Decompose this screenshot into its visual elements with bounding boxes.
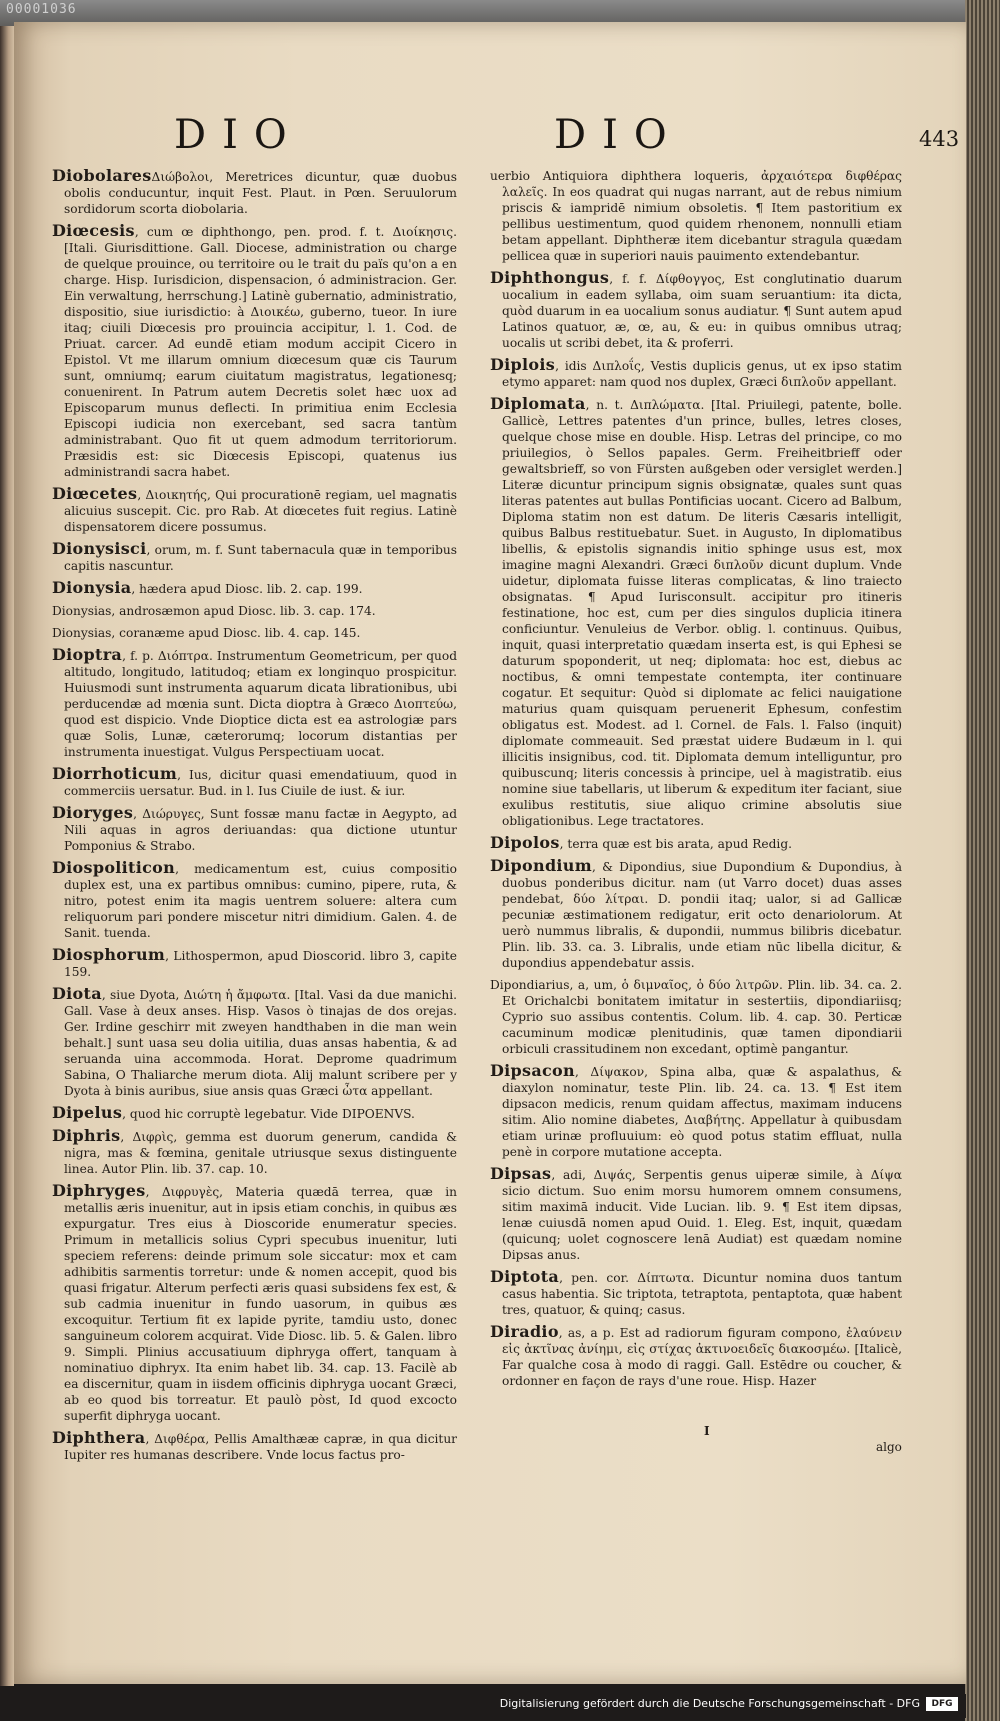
dictionary-entry	[52, 223, 457, 480]
right-column	[490, 168, 902, 1395]
book-page	[14, 22, 966, 1684]
dictionary-entry	[490, 1063, 902, 1160]
entry-body: Dipondiarius, a, um, ὁ διμναῖος, ὁ δύο λιτρῶν. Plin. lib. 34. ca. 2. Et Orichalcbi bonitatem imitatur in sestertiis, dipondiariisq; Cyprio suo assibus contentis. Colum. lib. 4. cap. 30. Perticæ cacuminum modicæ plenitudinis, quæ tamen dipondiarii orbiculi crassitudinem non excedant, optimè pangantur.	[490, 978, 902, 1056]
entry-body: , terra quæ est bis arata, apud Redig.	[559, 837, 792, 851]
entry-body: Dionysias, coranæme apud Diosc. lib. 4. cap. 145.	[52, 626, 361, 640]
entry-headword: Diphryges	[52, 1181, 146, 1200]
page-stack-edge	[965, 0, 1000, 1721]
entry-headword: Dioryges	[52, 803, 134, 822]
dictionary-entry	[490, 396, 902, 829]
entry-body: , pen. cor. Δίπτωτα. Dicuntur nomina duos tantum casus habentia. Sic triptota, tetraptota, pentaptota, quæ habent tres, quatuor, & quinq; casus.	[502, 1271, 902, 1317]
entry-body: , Ius, dicitur quasi emendatiuum, quod in commerciis uersatur. Bud. in l. Ius Ciuile de iust. & iur.	[64, 768, 457, 798]
entry-body: Dionysias, androsæmon apud Diosc. lib. 3. cap. 174.	[52, 604, 376, 618]
dictionary-entry	[52, 1430, 457, 1463]
entry-headword: Diptota	[490, 1267, 560, 1286]
dictionary-entry	[52, 805, 457, 854]
dictionary-entry	[490, 1269, 902, 1318]
dictionary-entry	[52, 580, 457, 597]
dictionary-entry	[52, 1183, 457, 1424]
entry-body: , Δίψακον, Spina alba, quæ & aspalathus, & diaxylon nominatur, teste Plin. lib. 24. ca. 13. ¶ Est item dipsacon medicis, renum quidam affectus, maximam inducens sitim. Alio nomine diabetes, Διαβήτης. Appellatur à quibusdam etiam urinæ profluuium: eò quod potus statim effluat, nulla penè in corpore mutatione accepta.	[502, 1065, 902, 1159]
dictionary-entry	[490, 357, 902, 390]
book-gutter	[0, 26, 14, 1686]
entry-body: Διώβολοι, Meretrices dicuntur, quæ duobus obolis conducuntur, inquit Fest. Plaut. in Pœn. Seruulorum sordidorum scorta diobolaria.	[64, 170, 457, 216]
entry-headword: Diradio	[490, 1322, 559, 1341]
entry-headword: Dioptra	[52, 645, 123, 664]
entry-body: , & Dipondius, siue Dupondium & Dupondius, à duobus ponderibus dicitur. nam (ut Varro docet) duas asses pendebat, δύο λίτραι. D. pondii itaq; ualor, si ad Gallicæ pecuniæ æstimationem redigatur, erit octo denariolorum. At uerò nummus libralis, & dupondii, nummus bilibris dicebatur. Plin. lib. 33. ca. 3. Libralis, unde etiam nūc libella dicitur, & dupondius appendebatur assis.	[502, 860, 902, 970]
entry-headword: Dionysia	[52, 578, 132, 597]
dictionary-entry	[52, 603, 457, 619]
dictionary-entry	[52, 986, 457, 1099]
entry-headword: Diota	[52, 984, 102, 1003]
digitization-footer	[14, 1694, 966, 1718]
dictionary-entry	[52, 486, 457, 535]
entry-headword: Diœcesis	[52, 221, 135, 240]
entry-headword: Diphthongus	[490, 268, 610, 287]
entry-body: , Διώρυγες, Sunt fossæ manu factæ in Aegypto, ad Nili aquas in agros deriuandas: qua dictione utuntur Pomponius & Strabo.	[64, 807, 457, 853]
dictionary-entry	[52, 168, 457, 217]
entry-body: , cum œ diphthongo, pen. prod. f. t. Διοίκησις. [Itali. Giurisdittione. Gall. Diocese, administration ou charge de quelque prouince, ou territoire ou le trait du païs qu'on a en charge. Hisp. Iurisdicion, dispensacion, ó administracion. Ger. Ein verwaltung, herrschung.] Latinè gubernatio, administratio, dispositio, siue iurisdictio: à Διοικέω, guberno, tueor. In iure itaq; ciuili Diœcesis pro prouincia accipitur, l. 1. Cod. de Priuat. carcer. Ad eundē etiam modum accipit Cicero in Epistol. Vt me illarum omnium diœcesum quæ cis Taurum sunt, omniumq; earum ciuitatum magistratus, legationesq; conuenirent. In Patrum autem Decretis solet hæc uox ad Episcoparum munus deflecti. In primitiua enim Ecclesia Episcopi iudicia non exercebant, sed sacra tantùm administrabant. Quo fit ut quem admodum territoriorum. Præsidis est: sic Diœcesis Episcopi, quatenus ius administrandi sacra habet.	[64, 225, 457, 479]
running-head-right: DIO	[554, 112, 683, 158]
entry-body: , adi, Διψάς, Serpentis genus uiperæ simile, à Δίψα sicio dictum. Suo enim morsu humorem omnem consumens, sitim maximā inducit. Vide Lucian. lib. 9. ¶ Est item dipsas, lenæ cuiusdā nomen apud Ouid. 1. Eleg. Est, inquit, quædam (quicunq; uolet cognoscere lenā Audiat) est quædam nomine Dipsas anus.	[502, 1168, 902, 1262]
footer-credit: Digitalisierung gefördert durch die Deutsche Forschungsgemeinschaft - DFG	[499, 1697, 920, 1710]
dictionary-entry	[490, 977, 902, 1057]
entry-body: , Διφθέρα, Pellis Amalthææ capræ, in qua dicitur Iupiter res humanas describere. Vnde locus factus pro-	[64, 1432, 457, 1462]
entry-headword: Dionysisci	[52, 539, 147, 558]
entry-headword: Diorrhoticum	[52, 764, 178, 783]
dictionary-entry	[52, 1105, 457, 1122]
scan-id-label: 00001036	[6, 2, 77, 17]
signature-mark: I	[704, 1424, 710, 1438]
entry-headword: Dipolos	[490, 833, 560, 852]
dictionary-entry	[52, 766, 457, 799]
dictionary-entry	[52, 947, 457, 980]
page-number: 443	[919, 127, 960, 151]
entry-headword: Diobolares	[52, 166, 152, 185]
entry-headword: Dipsacon	[490, 1061, 575, 1080]
left-column	[52, 168, 457, 1469]
entry-body: uerbio Antiquiora diphthera loqueris, ἀρχαιότερα διφθέρας λαλεῖς. In eos quadrat qui nugas narrant, aut de rebus nimium priscis & iampridē nimium obsoletis. ¶ Item pastoritium ex pellibus uestimentum, quod quidem rhenonem, nonnulli etiam betam appellant. Diphtheræ item dicebantur stragula quædam pellicea quæ in superiori nauis pauimento extendebantur.	[490, 169, 902, 263]
entry-body: , medicamentum est, cuius compositio duplex est, una ex partibus omnibus: cumino, pipere, ruta, & nitro, potest enim ita magis uentrem soluere: altera cum reliquorum pari pondere miscetur nitri dimidium. Galen. 4. de Sanit. tuenda.	[64, 862, 457, 940]
entry-headword: Dipelus	[52, 1103, 123, 1122]
entry-headword: Dipsas	[490, 1164, 552, 1183]
dfg-logo: DFG	[926, 1697, 958, 1711]
dictionary-entry	[490, 835, 902, 852]
entry-headword: Diplois	[490, 355, 556, 374]
entry-body: , Διοικητής, Qui procurationē regiam, uel magnatis alicuius suscepit. Cic. pro Rab. At diœcetes fuit regius. Latinè dispensatorem dicere possumus.	[64, 488, 457, 534]
dictionary-entry	[490, 1166, 902, 1263]
dictionary-entry	[490, 858, 902, 971]
entry-body: , Διφρὶς, gemma est duorum generum, candida & nigra, mas & fœmina, genitale utriusque sexus distinguente linea. Autor Plin. lib. 37. cap. 10.	[64, 1130, 457, 1176]
entry-headword: Diosphorum	[52, 945, 166, 964]
entry-body: , siue Dyota, Διώτη ἡ ἄμφωτα. [Ital. Vasi da due manichi. Gall. Vase à deux anses. Hisp. Vasos ò tinajas de dos orejas. Ger. Irdine geschirr mit zweyen handthaben in die man wein behalt.] sunt uasa seu dolia uitilia, duas ansas habentia, & ad seruanda uina accommoda. Horat. Deprome quadrimum Sabina, O Thaliarche merum diota. Alij malunt scribere per y Dyota à binis auribus, siue ansis quas Græci ὦτα appellant.	[64, 988, 457, 1098]
dictionary-entry	[490, 270, 902, 351]
dictionary-entry	[52, 625, 457, 641]
entry-body: , hædera apud Diosc. lib. 2. cap. 199.	[131, 582, 363, 596]
entry-headword: Diplomata	[490, 394, 586, 413]
entry-body: , quod hic corruptè legebatur. Vide DIPOENVS.	[122, 1107, 415, 1121]
catchword: algo	[876, 1440, 902, 1454]
entry-headword: Dipondium	[490, 856, 592, 875]
entry-headword: Diospoliticon	[52, 858, 176, 877]
entry-headword: Diphris	[52, 1126, 121, 1145]
entry-body: , Lithospermon, apud Dioscorid. libro 3, capite 159.	[64, 949, 457, 979]
entry-body: , f. p. Διόπτρα. Instrumentum Geometricum, per quod altitudo, longitudo, latitudoq; etiam ex longinquo prospicitur. Huiusmodi sunt instrumenta aquarum dicata librationibus, ubi perducendæ ad mœnia sunt. Dicta dioptra à Græco Διοπτεύω, quod est dispicio. Vnde Dioptice dicta est ea astrologiæ pars quæ Solis, Lunæ, cæterorumq; locorum distantias per instrumenta inuestigat. Vulgus Perspectiuam uocat.	[64, 649, 457, 759]
entry-body: , as, a p. Est ad radiorum figuram compono, ἐλαύνειν εἰς ἀκτῖνας ἀνίημι, εἰς στίχας ἀκτινοειδεῖς διακοσμέω. [Italicè, Far qualche cosa à modo di raggi. Gall. Estēdre ou coucher, & ordonner en façon de rays d'une roue. Hisp. Hazer	[502, 1326, 902, 1388]
dictionary-entry	[52, 541, 457, 574]
entry-body: , f. f. Δίφθογγος, Est conglutinatio duarum uocalium in eadem syllaba, oim suam seruantium: ita dicta, quòd duarum in ea uocalium sonus audiatur. ¶ Sunt autem apud Latinos quatuor, æ, œ, au, & eu: in quibus omnibus utraq; uocalis ut scribi debet, ita & proferri.	[502, 272, 902, 350]
entry-body: , idis Διπλοΐς, Vestis duplicis genus, ut ex ipso statim etymo apparet: nam quod nos duplex, Græci διπλοῦν appellant.	[502, 359, 902, 389]
dictionary-entry	[52, 1128, 457, 1177]
entry-body: , orum, m. f. Sunt tabernacula quæ in temporibus capitis nascuntur.	[64, 543, 457, 573]
dictionary-entry	[490, 1324, 902, 1389]
dictionary-entry	[490, 168, 902, 264]
dictionary-entry	[52, 647, 457, 760]
running-head-left: DIO	[174, 112, 303, 158]
entry-body: , n. t. Διπλώματα. [Ital. Priuilegi, patente, bolle. Gallicè, Lettres patentes d'un prince, bulles, letres closes, quelque chose mise en double. Hisp. Letras del principe, co mo priuilegios, ò Sellos papales. Germ. Freiheitbrieff oder gewaltsbrieff, so von Fürsten außgeben oder versiglet werden.] Literæ dicuntur principum signis obsignatæ, quales sunt quas literas patentes aut bullas Pontificias uocant. Cicero ad Balbum, Diploma statim non est datum. De literis Cæsaris intelligit, quibus Balbus restituebatur. Suet. in Augusto, In diplomatibus libellis, & epistolis signandis initio sphinge usus est, mox imagine magni Alexandri. Græci διπλοῦν dicunt duplum. Vnde uidetur, diplomata fuisse literas complicatas, & lino traiecto obsignatas. ¶ Apud Iurisconsult. accipitur pro itineris festinatione, hoc est, cum per dies singulos duplicia itinera conficiuntur. Venuleius de Verbor. oblig. l. continuus. Quibus, inquit, quasi interpretatio quædam inserta est, is qui Ephesi se daturum spoponderit, ut neq; diplomata: hoc est, diebus ac noctibus, & omni tempestate contempta, iter continuare cogatur. Et sequitur: Quòd si diplomate ac felici nauigatione maturius quam quisquam peruenerit Ephesum, confestim obligatus est. Modest. ad l. Cornel. de Fals. l. Falso (inquit) diplomate commeauit. Sed præstat uidere Budæum in l. qui illicitis insignibus, cod. tit. Diplomata demum intelliguntur, pro quibuscunq; literis concessis à principe, uel à magistratib. eius nomine siue tabellaris, ut liberum & expeditum iter faciant, siue exulibus restitutis, siue aliquo crimine absolutis siue obligationibus. Lege tractatores.	[502, 398, 902, 828]
entry-headword: Diœcetes	[52, 484, 138, 503]
entry-body: , Διφρυγὲς, Materia quædā terrea, quæ in metallis æris inuenitur, aut in ipsis etiam conchis, in quibus æs expurgatur. Tres eius à Dioscoride enumeratur species. Primum in metallicis solius Cypri specubus inuenitur, luti speciem referens: deinde primum sole siccatur: mox et cam adhibitis sarmentis torretur: unde & nomen accepit, quod bis quasi frigatur. Alterum perfecti æris quasi subsidens fex est, & sub cadmia inuenitur in fundo uasorum, in quibus æs excoquitur. Tertium fit ex lapide pyrite, tamdiu usto, donec sanguineum colorem acquirat. Vide Diosc. lib. 5. & Galen. libro 9. Simpli. Plinius accusatiuum diphryga offert, tanquam à nominatiuo diphryx. Ita enim habet lib. 34. cap. 13. Facilè ab ea discernitur, quam in iisdem officinis diphryga uocant Græci, ab eo quod bis torreatur. Et paulò pòst, Id quod excocto superfit diphryga uocant.	[64, 1185, 457, 1423]
dictionary-entry	[52, 860, 457, 941]
entry-headword: Diphthera	[52, 1428, 146, 1447]
